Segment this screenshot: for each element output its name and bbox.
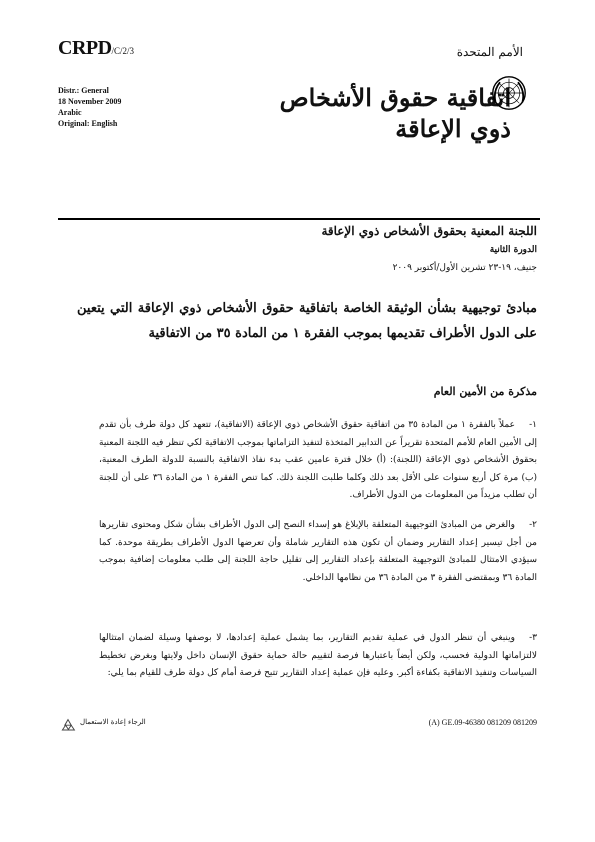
meeting-dates: جنيف، ١٩-٢٣ تشرين الأول/أكتوبر ٢٠٠٩ [392, 263, 537, 273]
recycle-text: الرجاء إعادة الاستعمال [80, 718, 146, 726]
note-heading: مذكرة من الأمين العام [433, 385, 537, 398]
distr-line: Distr.: General [58, 86, 109, 95]
convention-title-line2: ذوي الإعاقة [395, 114, 511, 143]
un-emblem-icon [491, 75, 527, 111]
paragraph-2 [99, 517, 537, 587]
date-line: 18 November 2009 [58, 97, 122, 106]
paragraph-text: وينبغي أن تنظر الدول في عملية تقديم التقارير، بما يشمل عملية إعدادها، لا بوصفها وسيلة لضمان امتثالها لالتزاماتها الدولية فحسب، ولكن أيضاً باعتبارها فرصة لتقييم حالة حماية حقوق الإنسان داخل ولايتها وبغرض تخطيط السياسات وتنفيذ الاتفاقية بكفاءة أكبر. وعليه فإن عملية إعداد التقارير تتيح فرصة أمام كل دولة طرف للقيام بما يلي: [99, 633, 537, 678]
paragraph-text: والغرض من المبادئ التوجيهية المتعلقة بالإبلاغ هو إسداء النصح إلى الدول الأطراف بشأن شكل ومحتوى تقاريرها من أجل تيسير إعداد التقارير وضمان أن تكون هذه التقارير شاملة وأن تعرضها الدول الأطراف بطريقة موحدة. كما سيؤدي الامتثال للمبادئ التوجيهية المتعلقة بإعداد التقارير إلى تقليل حاجة اللجنة إلى طلب معلومات إضافية بموجب المادة ٣٦ وبمقتضى الفقرة ٣ من المادة ٣٦ من نظامها الداخلي. [99, 520, 537, 583]
header-divider [58, 218, 540, 220]
paragraph-number: ٣- [529, 633, 537, 643]
distribution-meta [58, 85, 121, 129]
paragraph-number: ١- [529, 420, 537, 430]
session-name: الدورة الثانية [489, 245, 537, 255]
committee-name: اللجنة المعنية بحقوق الأشخاص ذوي الإعاقة [321, 224, 537, 238]
convention-title-line1: اتفاقية حقوق الأشخاص [279, 83, 511, 112]
paragraph-3 [99, 630, 537, 683]
symbol-main: CRPD [58, 37, 112, 59]
language-line: Arabic [58, 108, 82, 117]
recycle-icon [60, 718, 76, 734]
document-title: مبادئ توجيهية بشأن الوثيقة الخاصة باتفاقية حقوق الأشخاص ذوي الإعاقة التي يتعين على الدول الأطراف تقديمها بموجب الفقرة ١ من المادة ٣٥ من الاتفاقية [77, 301, 537, 341]
paragraph-text: عملاً بالفقرة ١ من المادة ٣٥ من اتفاقية حقوق الأشخاص ذوي الإعاقة (الاتفاقية)، تتعهد كل دولة طرف بأن تقدم إلى الأمين العام للأمم المتحدة تقريراً عن التدابير المتخذة لتنفيذ التزاماتها بموجب الاتفاقية لكي تنظر فيه اللجنة المعنية بحقوق الأشخاص ذوي الإعاقة (اللجنة): (أ) خلال فترة عامين عقب بدء نفاذ الاتفاقية بالنسبة للدولة الطرف المعنية، (ب) مرة كل أربع سنوات على الأقل بعد ذلك وكلما طلبت اللجنة ذلك. كما تنص الفقرة ١ من المادة ٣٦ على أن للجنة أن تطلب مزيداً من المعلومات من الدول الأطراف. [99, 420, 537, 500]
original-line: Original: English [58, 119, 118, 128]
paragraph-number: ٢- [529, 520, 537, 530]
document-symbol [58, 37, 134, 60]
document-job-number: (A) GE.09-46380 081209 081209 [428, 718, 537, 727]
paragraph-1 [99, 417, 537, 505]
un-name-arabic: الأمم المتحدة [456, 45, 523, 59]
convention-title [280, 82, 511, 144]
symbol-suffix: /C/2/3 [111, 46, 135, 56]
